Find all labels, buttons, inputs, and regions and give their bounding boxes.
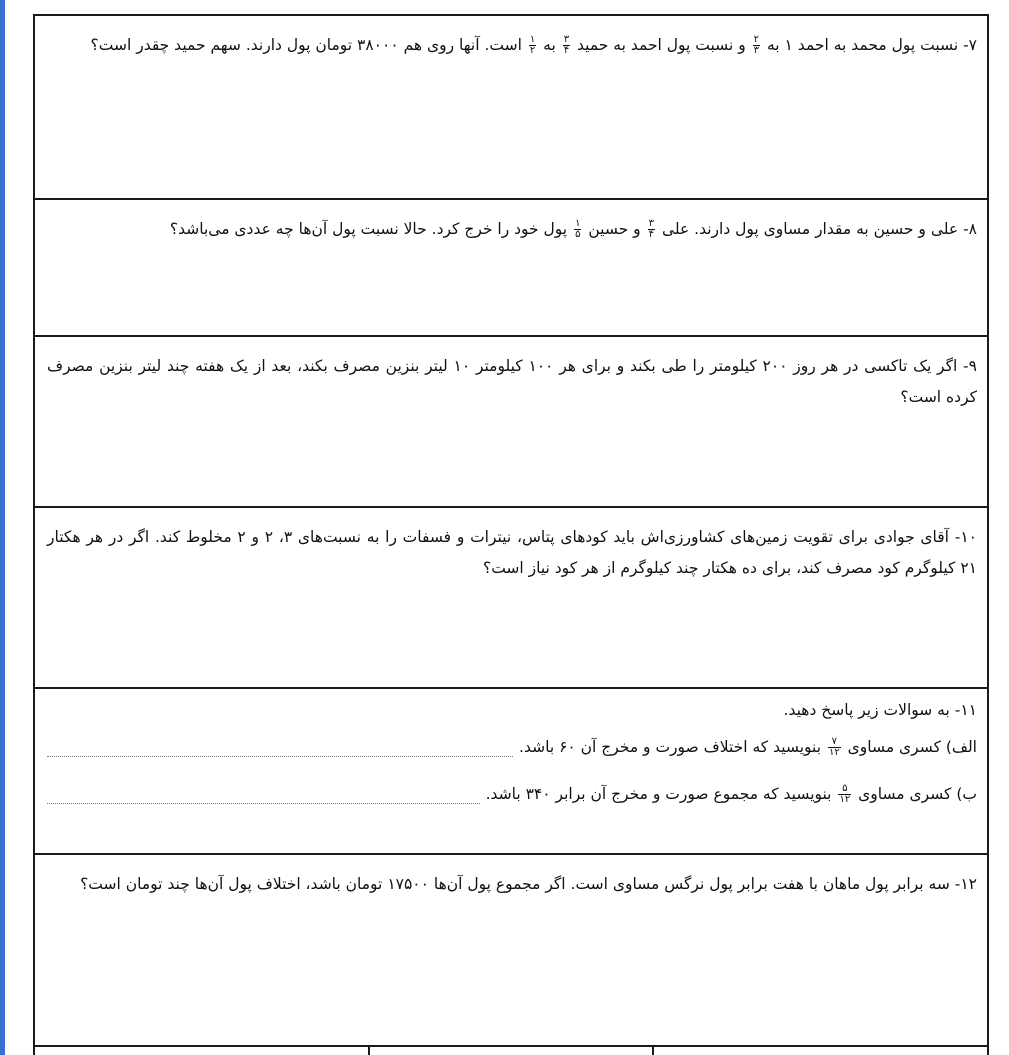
q7-fraction-1-numerator: ۲ xyxy=(753,34,760,45)
q11-alef-part-a: الف) کسری مساوی xyxy=(847,738,977,756)
question-11-part-alef xyxy=(47,732,977,763)
q11-be-part-b: بنویسید که مجموع صورت و مخرج آن برابر ۳۴۰ باشد. xyxy=(485,785,832,803)
q8-fraction-2-numerator: ۱ xyxy=(575,218,581,229)
q7-fraction-2-denominator: ۴ xyxy=(563,45,570,56)
q7-part-c: به xyxy=(543,36,556,54)
window-left-edge xyxy=(0,0,5,1055)
question-11-cell xyxy=(35,689,987,855)
q7-fraction-1 xyxy=(753,35,760,56)
q7-fraction-1-denominator: ۳ xyxy=(753,45,760,56)
q11-alef-fraction-denominator: ۱۲ xyxy=(828,747,840,758)
q7-fraction-3-numerator: ۱ xyxy=(529,34,536,45)
column-divider xyxy=(368,1047,370,1055)
q8-fraction-1-numerator: ۳ xyxy=(648,218,654,229)
question-7-cell xyxy=(35,16,987,200)
q7-fraction-2 xyxy=(563,35,570,56)
q7-fraction-2-numerator: ۳ xyxy=(563,34,570,45)
q11-be-fraction-numerator: ۵ xyxy=(838,784,851,795)
question-9-cell xyxy=(35,337,987,508)
q8-part-c: پول خود را خرج کرد. حالا نسبت پول آن‌ها چه عددی می‌باشد؟ xyxy=(169,220,568,238)
column-divider xyxy=(652,1047,654,1055)
q11-alef-fraction-numerator: ۷ xyxy=(828,737,841,748)
q8-part-b: و حسین xyxy=(588,220,641,238)
question-10-text: ۱۰- آقای جوادی برای تقویت زمین‌های کشاورزی‌اش باید کودهای پتاس، نیترات و فسفات را به نسبت‌های ۳، ۲ و ۲ مخلوط کند. اگر در هر هکتار ۲۱ کیلوگرم کود مصرف کند، برای ده هکتار چند کیلوگرم از هر کود نیاز است؟ xyxy=(47,528,977,577)
question-7-text xyxy=(47,30,977,61)
q11-alef-answer-line[interactable] xyxy=(47,755,513,757)
question-8-text xyxy=(47,214,977,245)
q7-fraction-3 xyxy=(529,35,536,56)
q11-alef-text xyxy=(519,732,977,763)
q11-be-fraction xyxy=(838,784,851,805)
q7-part-d: است. آنها روی هم ۳۸۰۰۰ تومان پول دارند. سهم حمید چقدر است؟ xyxy=(90,36,522,54)
q8-fraction-2 xyxy=(574,219,581,240)
worksheet-table xyxy=(33,14,989,1055)
q11-alef-part-b: بنویسید که اختلاف صورت و مخرج آن ۶۰ باشد. xyxy=(519,738,822,756)
question-10-cell xyxy=(35,508,987,689)
question-11-intro: ۱۱- به سوالات زیر پاسخ دهید. xyxy=(783,701,977,719)
q8-part-a: ۸- علی و حسین به مقدار مساوی پول دارند. علی xyxy=(661,220,977,238)
question-12-text: ۱۲- سه برابر پول ماهان با هفت برابر پول نرگس مساوی است. اگر مجموع پول آن‌ها ۱۷۵۰۰ تومان باشد، اختلاف پول آن‌ها چند تومان است؟ xyxy=(80,875,977,893)
q11-be-text xyxy=(486,779,977,810)
q8-fraction-1 xyxy=(648,219,655,240)
q7-part-a: ۷- نسبت پول محمد به احمد ۱ به xyxy=(766,36,977,54)
q11-be-fraction-denominator: ۱۲ xyxy=(839,794,851,805)
question-12-cell xyxy=(35,855,987,1045)
question-11-part-be xyxy=(47,779,977,810)
q7-fraction-3-denominator: ۲ xyxy=(529,45,536,56)
question-8-cell xyxy=(35,200,987,337)
q11-be-answer-line[interactable] xyxy=(47,802,480,804)
q7-part-b: و نسبت پول احمد به حمید xyxy=(577,36,746,54)
q11-alef-fraction xyxy=(828,737,841,758)
question-9-text: ۹- اگر یک تاکسی در هر روز ۲۰۰ کیلومتر را طی بکند و برای هر ۱۰۰ کیلومتر ۱۰ لیتر بنزین مصرف بکند، بعد از یک هفته چند لیتر بنزین مصرف کرده است؟ xyxy=(47,357,977,406)
q8-fraction-2-denominator: ۵ xyxy=(575,229,581,240)
next-row-partial xyxy=(35,1045,987,1055)
q8-fraction-1-denominator: ۴ xyxy=(648,229,654,240)
q11-be-part-a: ب) کسری مساوی xyxy=(858,785,977,803)
